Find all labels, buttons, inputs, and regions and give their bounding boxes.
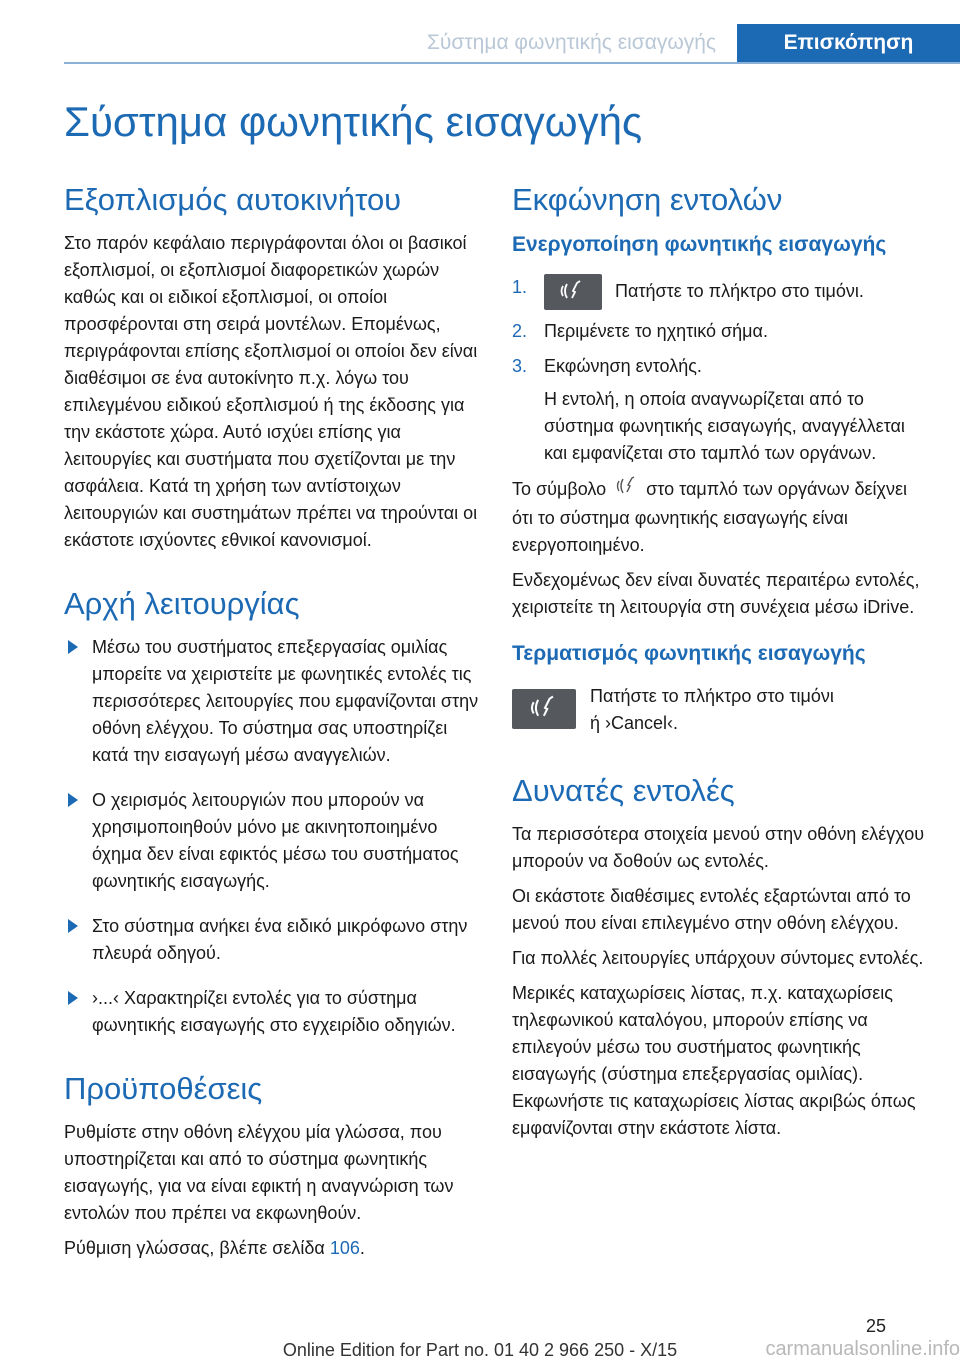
header-section-tab: Επισκόπηση xyxy=(737,24,960,62)
activate-steps xyxy=(512,274,932,467)
watermark: carmanualsonline.info xyxy=(765,1338,960,1360)
principle-item-text: ›...‹ Χαρακτηρίζει εντολές για το σύστημα φωνητικής εισαγωγής στο εγχειρίδιο οδηγιών. xyxy=(92,988,456,1035)
step-item xyxy=(512,274,932,310)
possible-paragraph: Τα περισσότερα στοιχεία μενού στην οθόνη ελέγχου μπορούν να δοθούν ως εντολές. xyxy=(512,824,925,871)
symbol-text-pre: Το σύμβολο xyxy=(512,478,607,499)
heading-prerequisites: Προϋποθέσεις xyxy=(64,1071,263,1106)
principle-item xyxy=(64,787,484,895)
terminate-text xyxy=(590,683,834,737)
online-edition: Online Edition for Part no. 01 40 2 966 250 - X/15 xyxy=(282,1340,678,1360)
step-text: Εκφώνηση εντολής. xyxy=(544,356,702,376)
principle-item-text: Ο χειρισμός λειτουργιών που μπορούν να χρησιμοποιηθούν μόνο με ακινητοποιημένο όχημα δεν είναι εφικτός μέσω του συστήματος φωνητικής εισαγωγής. xyxy=(92,790,459,891)
page-footer xyxy=(0,1316,960,1362)
step-number: 3. xyxy=(512,356,528,376)
header-chapter: Σύστημα φωνητικής εισαγωγής xyxy=(426,31,717,54)
step-text: Πατήστε το πλήκτρο στο τιμόνι. xyxy=(615,280,864,301)
equipment-text: Στο παρόν κεφάλαιο περιγράφονται όλοι οι βασικοί εξοπλισμοί, οι εξοπλισμοί διαφορετικών χωρών καθώς και οι ειδικοί εξοπλισμοί, οι οποίοι προσφέρονται στη σειρά μοντέλων. Επομένως, περιγράφονται επίσης εξοπλισμοί οι οποίοι δεν είναι διαθέσιμοι σε ένα αυτοκίνητο π.χ. λόγω του επιλεγμένου ειδικού εξοπλισμού ή της έκδοσης για την εκάστοτε χώρα. Αυτό ισχύει επίσης για λειτουργίες και συστήματα που σχετίζονται με την ασφάλεια. Κατά τη χρήση των αντίστοιχων λειτουργιών και συστημάτων πρέπει να τηρούνται οι εκάστοτε ισχύοντες εθνικοί κανονισμοί. xyxy=(64,233,478,550)
voice-command-button-icon xyxy=(512,689,576,729)
step-number: 1. xyxy=(512,277,528,297)
step-item xyxy=(512,353,932,467)
terminate-row xyxy=(512,683,932,737)
ref-end: . xyxy=(359,1238,365,1258)
principle-item-text: Μέσω του συστήματος επεξεργασίας ομιλίας μπορείτε να χειριστείτε με φωνητικές εντολές τις περισσότερες λειτουργίες που εμφανίζονται στην οθόνη ελέγχου. Το σύστημα σας υποστηρίζει κατά την εισαγωγή μέσω αναγγελιών. xyxy=(92,637,479,765)
voice-symbol-icon xyxy=(614,475,638,505)
symbol-text-post: στο ταμπλό των οργάνων δείχνει ότι το σύστημα φωνητικής εισαγωγής είναι ενεργοποιημένο. xyxy=(512,478,908,555)
page-number: 25 xyxy=(865,1316,886,1336)
prerequisites-text: Ρυθμίστε στην οθόνη ελέγχου μία γλώσσα, που υποστηρίζεται και από το σύστημα φωνητικής εισαγωγής, για να είναι εφικτή η αναγνώριση των εντολών που πρέπει να εκφωνηθούν. xyxy=(64,1122,454,1223)
page-ref-link[interactable]: 106 xyxy=(329,1238,360,1258)
symbol-paragraph xyxy=(512,475,932,559)
triangle-bullet-icon xyxy=(68,991,78,1005)
triangle-bullet-icon xyxy=(68,919,78,933)
step-note: Η εντολή, η οποία αναγνωρίζεται από το σύστημα φωνητικής εισαγωγής, αναγγέλλεται και εμφανίζεται στο ταμπλό των οργάνων. xyxy=(544,389,905,463)
principle-list xyxy=(64,634,484,1039)
voice-command-button-icon xyxy=(544,274,602,310)
triangle-bullet-icon xyxy=(68,793,78,807)
language-setting-ref xyxy=(64,1235,484,1262)
heading-activate: Ενεργοποίηση φωνητικής εισαγωγής xyxy=(512,233,887,256)
possible-paragraph: Οι εκάστοτε διαθέσιμες εντολές εξαρτώνται από το μενού που είναι επιλεγμένο στην οθόνη ελέγχου. xyxy=(512,886,911,933)
page-header xyxy=(0,0,960,62)
possible-paragraph: Για πολλές λειτουργίες υπάρχουν σύντομες εντολές. xyxy=(512,948,924,968)
heading-possible-commands: Δυνατές εντολές xyxy=(512,773,735,808)
heading-equipment: Εξοπλισμός αυτοκινήτου xyxy=(64,182,402,217)
heading-terminate: Τερματισμός φωνητικής εισαγωγής xyxy=(512,642,866,665)
step-number: 2. xyxy=(512,321,528,341)
principle-item xyxy=(64,634,484,769)
triangle-bullet-icon xyxy=(68,640,78,654)
heading-principle: Αρχή λειτουργίας xyxy=(64,586,300,621)
right-column xyxy=(512,180,932,1150)
header-rule xyxy=(64,62,960,64)
terminate-line-2: ή ›Cancel‹. xyxy=(590,713,679,733)
page-title: Σύστημα φωνητικής εισαγωγής xyxy=(64,98,643,145)
step-item xyxy=(512,318,932,345)
principle-item-text: Στο σύστημα ανήκει ένα ειδικό μικρόφωνο στην πλευρά οδηγού. xyxy=(92,916,468,963)
step-text: Περιμένετε το ηχητικό σήμα. xyxy=(544,321,768,341)
principle-item xyxy=(64,985,484,1039)
idrive-note: Ενδεχομένως δεν είναι δυνατές περαιτέρω εντολές, χειριστείτε τη λειτουργία στη συνέχεια μέσω iDrive. xyxy=(512,570,920,617)
ref-text: Ρύθμιση γλώσσας, βλέπε σελίδα xyxy=(64,1238,325,1258)
terminate-line-1: Πατήστε το πλήκτρο στο τιμόνι xyxy=(590,686,834,706)
principle-item xyxy=(64,913,484,967)
left-column xyxy=(64,180,484,1270)
heading-commands: Εκφώνηση εντολών xyxy=(512,182,783,217)
possible-paragraph: Μερικές καταχωρίσεις λίστας, π.χ. καταχωρίσεις τηλεφωνικού καταλόγου, μπορούν επίσης να επιλεγούν μέσω του συστήματος φωνητικής εισαγωγής (σύστημα επεξεργασίας ομιλίας). Εκφωνήστε τις καταχωρίσεις λίστας ακριβώς όπως εμφανίζονται στην εκάστοτε λίστα. xyxy=(512,983,916,1138)
